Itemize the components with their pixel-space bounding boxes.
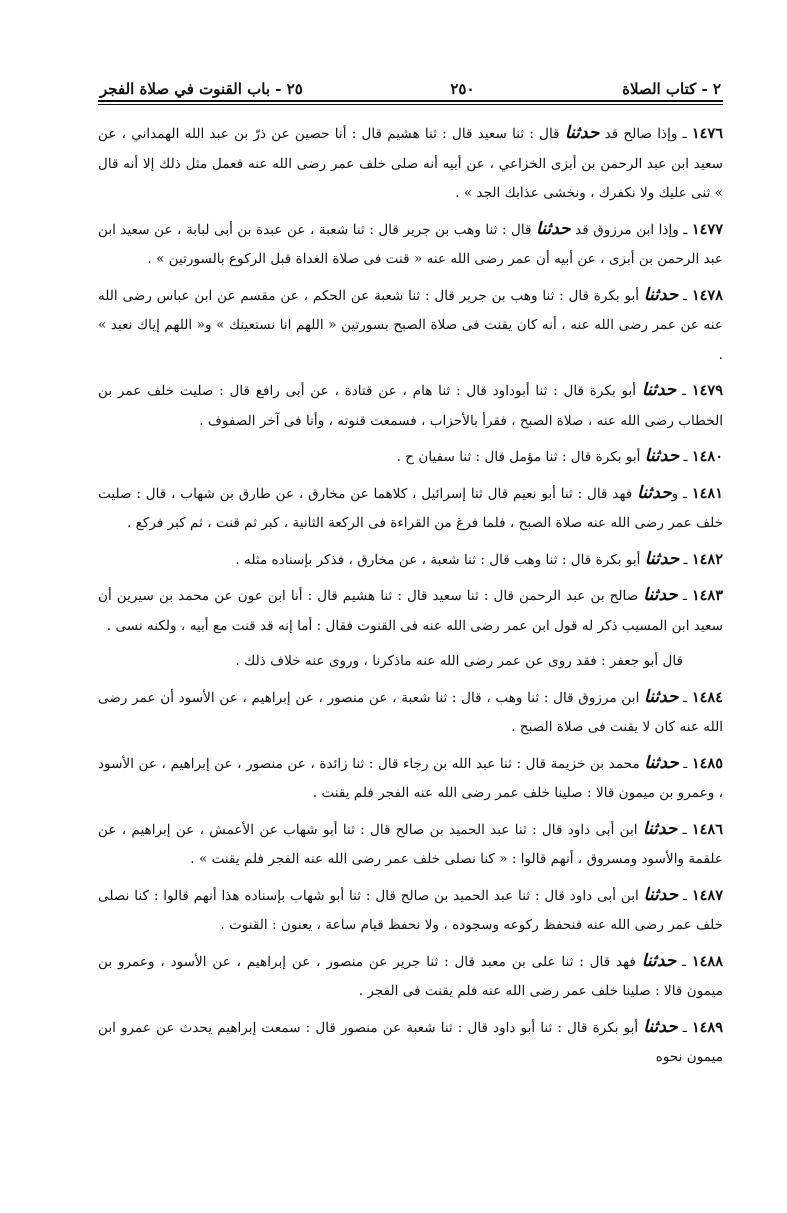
hadith-text: ابن مرزوق قال : ثنا وهب ، قال : ثنا شعبة ، عن منصور ، عن إبراهيم ، عن الأسود أن عمر رضى الله عنه كان لا يقنت فى صلاة الصبح .	[98, 689, 723, 735]
hadith-entry	[98, 215, 723, 275]
hadith-prefix: ـ	[678, 755, 692, 772]
hadith-number: ١٤٧٨	[691, 286, 723, 304]
haddathana-keyword: حدثنا	[644, 446, 680, 466]
commentary-note: قال أبو جعفر : فقد روى عن عمر رضى الله عنه ماذكرنا ، وروى عنه خلاف ذلك .	[235, 653, 683, 669]
haddathana-keyword: حدثنا	[644, 548, 680, 569]
header-chapter-title: ٢٥ - باب القنوت في صلاة الفجر	[100, 80, 303, 98]
haddathana-keyword: حدثنا	[643, 1016, 678, 1037]
hadith-number: ١٤٨٧	[691, 886, 724, 904]
page-number: ٢٥٠	[450, 80, 475, 98]
hadith-entry	[98, 545, 723, 576]
hadith-text: فهد قال : ثنا على بن معبد قال : ثنا جرير عن منصور ، عن إبراهيم ، عن الأسود ، وعمرو بن ميمون قالا : صلينا خلف عمر رضى الله عنه فلم يقنت فى الفجر .	[98, 953, 723, 999]
body-text	[98, 119, 723, 1073]
hadith-entry	[98, 815, 723, 875]
hadith-number: ١٤٨٤	[691, 688, 723, 706]
haddathana-keyword: حدثنا	[643, 585, 678, 605]
hadith-entry	[98, 947, 723, 1007]
hadith-entry	[98, 119, 723, 209]
hadith-entry	[98, 749, 723, 809]
hadith-text: ابن أبى داود قال : ثنا عبد الحميد بن صالح قال : ثنا أبو شهاب بإسناده هذا أنهم قالوا : كنا نصلى خلف عمر رضى الله عنه فنحفظ ركوعه وسجوده ، ولا نحفظ قيام ساعة ، يعنون : القنوت .	[98, 887, 723, 933]
hadith-entry	[98, 1013, 723, 1073]
hadith-number: ١٤٨٣	[691, 587, 724, 604]
haddathana-keyword: حدثنا	[642, 818, 678, 839]
document-page	[98, 70, 723, 1079]
hadith-text: أبو بكرة قال : ثنا مؤمل قال : ثنا سفيان ح .	[396, 449, 645, 465]
hadith-entry	[98, 376, 723, 436]
haddathana-keyword: حدثنا	[637, 482, 672, 503]
hadith-prefix: ـ	[677, 821, 692, 838]
haddathana-keyword: حدثنا	[536, 218, 571, 239]
hadith-text: محمد بن خزيمة قال : ثنا عبد الله بن رجاء قال : ثنا زائدة ، عن منصور ، عن إبراهيم ، عن الأسود ، وعمرو بن ميمون قالا : صلينا خلف عمر رضى الله عنه الفجر فلم يقنت .	[98, 755, 723, 801]
hadith-prefix: ـ	[679, 551, 692, 568]
hadith-entry	[98, 442, 723, 473]
hadith-prefix: ـ	[678, 287, 692, 304]
hadith-number: ١٤٧٦	[691, 125, 723, 142]
hadith-number: ١٤٨٩	[691, 1018, 724, 1036]
hadith-text: قال : ثنا سعيد قال : ثنا هشيم قال : أنا حصين عن ذرّ بن عبد الله الهمداني ، عن سعيد ابن عبد الرحمن بن أبزى الخزاعي ، عن أبيه أنه صلى خلف عمر رضى الله عنه فعمل مثل ذلك إلا أنه قال » ثنى عليك ولا نكفرك ، ونخشى عذابك الجد » .	[98, 126, 723, 201]
hadith-text: قال : ثنا وهب بن جرير قال : ثنا شعبة ، عن عبدة بن أبى لبابة ، عن سعيد ابن عبد الرحمن بن أبزى ، عن أبيه أن عمر رضى الله عنه « قنت فى صلاة الغداة قبل الركوع بالسورتين » .	[98, 221, 723, 267]
hadith-prefix: ـ	[677, 588, 692, 604]
hadith-entry	[98, 281, 723, 371]
haddathana-keyword: حدثنا	[644, 752, 679, 773]
hadith-number: ١٤٧٧	[691, 220, 723, 238]
hadith-text: أبو بكرة قال : ثنا أبوداود قال : ثنا هام ، عن قتادة ، عن أبى رافع قال : صليت خلف عمر بن الخطاب رضى الله عنه ، صلاة الصبح ، فقرأ بالأحزاب ، فسمعت قنوته ، وأنا فى آخر الصفوف .	[98, 383, 723, 429]
hadith-number: ١٤٧٩	[691, 382, 723, 399]
hadith-prefix: ـ	[678, 887, 692, 904]
hadith-number: ١٤٨١	[691, 484, 723, 502]
haddathana-keyword: حدثنا	[643, 284, 679, 305]
hadith-number: ١٤٨٥	[691, 754, 724, 772]
hadith-text: ابن أبى داود قال : ثنا عبد الحميد بن صالح قال : ثنا أبو شهاب عن الأعمش ، عن إبراهيم ، عن علقمة والأسود ومسروق ، أنهم قالوا : « كنا نصلى خلف عمر رضى الله عنه الفجر فلم يقنت » .	[98, 821, 723, 867]
hadith-entry	[98, 881, 723, 941]
haddathana-keyword: حدثنا	[641, 380, 677, 400]
hadith-text: صالح بن عبد الرحمن قال : ثنا سعيد قال : ثنا هشيم قال : أنا ابن عون عن محمد بن سيرين أن سعيد ابن المسيب ذكر له قول ابن عمر رضى الله عنه فى القنوت فقال : أما إنه قد قنت مع أبيه ، ولكنه نسى .	[98, 588, 723, 634]
haddathana-keyword: حدثنا	[641, 950, 677, 971]
header-rule	[98, 100, 723, 102]
hadith-prefix: ـ وإذا ابن مرزوق قد	[570, 221, 692, 238]
hadith-text: أبو بكرة قال : ثنا أبو داود قال : ثنا شعبة عن منصور قال : سمعت إبراهيم يحدث عن عمرو ابن ميمون نحوه	[98, 1019, 723, 1065]
hadith-prefix: ـ وإذا صالح قد	[599, 126, 692, 142]
haddathana-keyword: حدثنا	[643, 884, 679, 905]
hadith-entry	[98, 479, 723, 539]
hadith-prefix: ـ	[676, 383, 692, 399]
hadith-number: ١٤٨٦	[691, 820, 724, 838]
haddathana-keyword: حدثنا	[564, 123, 600, 143]
hadith-prefix: ـ	[679, 449, 692, 465]
hadith-entry	[98, 581, 723, 641]
hadith-entry	[98, 683, 723, 743]
hadith-number: ١٤٨٢	[691, 550, 723, 568]
hadith-number: ١٤٨٠	[691, 448, 723, 465]
hadith-prefix: ـ	[676, 953, 692, 970]
header-book-title: ٢ - كتاب الصلاة	[622, 80, 721, 98]
hadith-text: أبو بكرة قال : ثنا وهب بن جرير قال : ثنا شعبة عن الحكم ، عن مقسم عن ابن عباس رضى الله عنه عن عمر رضى الله عنه ، أنه كان يقنت فى صلاة الصبح بسورتين « اللهم انا نستعينك » و« اللهم إياك نعبد » .	[98, 287, 723, 363]
hadith-prefix: ـ و	[671, 485, 692, 502]
running-header	[98, 70, 723, 100]
hadith-text: أبو بكرة قال : ثنا وهب قال : ثنا شعبة ، عن مخارق ، فذكر بإسناده مثله .	[235, 551, 645, 568]
header-rule-thin	[98, 104, 723, 105]
hadith-text: فهد قال : ثنا أبو نعيم قال ثنا إسرائيل ، كلاهما عن مخارق ، عن طارق بن شهاب ، قال : صليت خلف عمر رضى الله عنه صلاة الصبح ، فلما فرغ من القراءة فى الركعة الثانية ، كبر ثم قنت ، ثم كبر فركع .	[98, 485, 723, 531]
haddathana-keyword: حدثنا	[644, 686, 679, 707]
hadith-prefix: ـ	[677, 1019, 692, 1036]
hadith-number: ١٤٨٨	[691, 952, 723, 970]
hadith-prefix: ـ	[678, 689, 692, 706]
